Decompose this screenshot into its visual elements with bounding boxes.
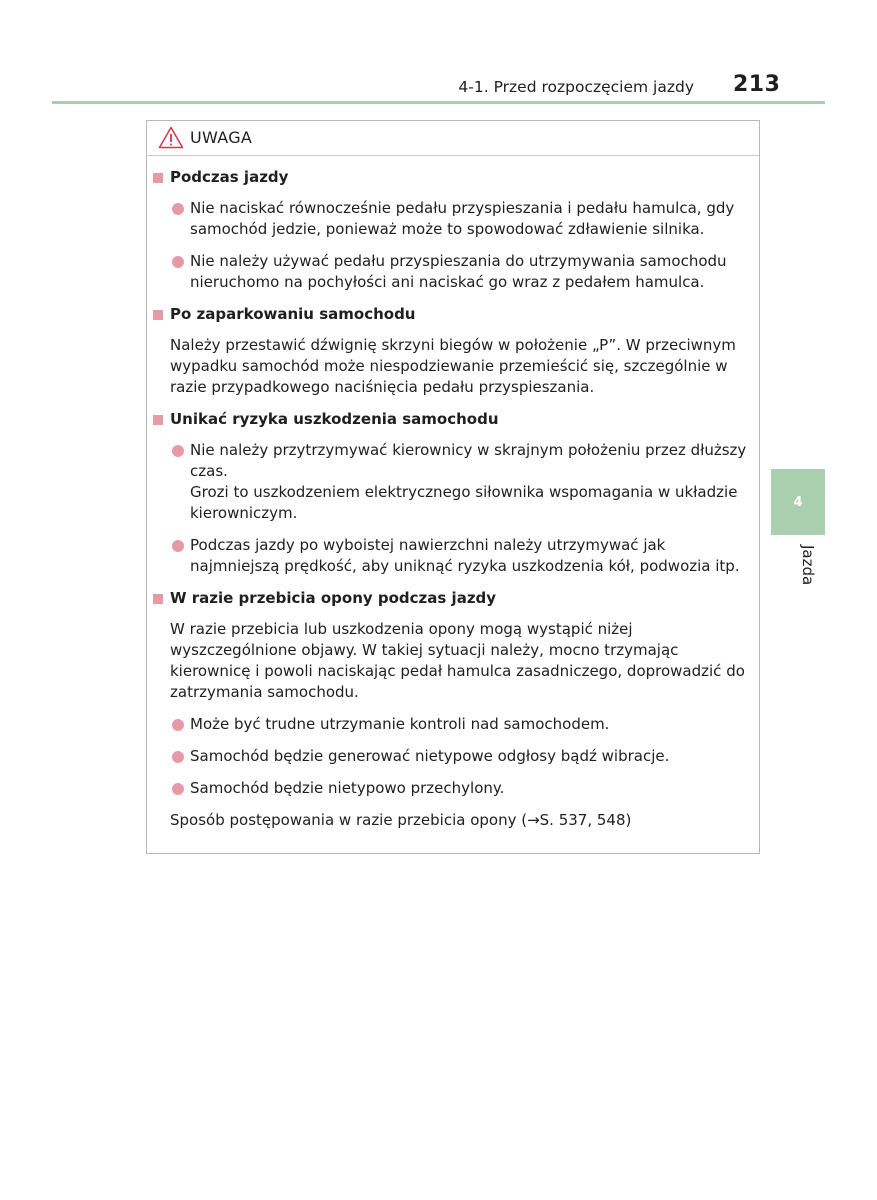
round-bullet <box>172 203 184 215</box>
section-heading-text: Podczas jazdy <box>170 168 289 186</box>
bullet-list <box>152 198 748 293</box>
warning-content <box>152 167 748 842</box>
chapter-label: Jazda <box>799 545 817 586</box>
list-item <box>152 714 748 735</box>
section-heading-text: W razie przebicia opony podczas jazdy <box>170 589 497 607</box>
section-heading <box>152 588 748 609</box>
square-bullet <box>153 594 163 604</box>
section-heading <box>152 409 748 430</box>
warning-header <box>147 121 759 156</box>
chapter-tab[interactable] <box>771 469 825 535</box>
list-item-text: Samochód będzie nietypowo przechylony. <box>190 779 505 797</box>
warning-title: UWAGA <box>190 128 253 147</box>
list-item <box>152 251 748 293</box>
round-bullet <box>172 751 184 763</box>
list-item-text: Może być trudne utrzymanie kontroli nad samochodem. <box>190 715 610 733</box>
round-bullet <box>172 256 184 268</box>
list-item <box>152 778 748 799</box>
section-heading-text: Po zaparkowaniu samochodu <box>170 305 416 323</box>
bullet-list <box>152 714 748 799</box>
list-item-text: Nie naciskać równocześnie pedału przyspieszania i pedału hamulca, gdy samochód jedzie, ponieważ może to spowodować zdławienie silnika. <box>190 199 735 238</box>
paragraph: W razie przebicia lub uszkodzenia opony mogą wystąpić niżej wyszczególnione objawy. W takiej sytuacji należy, mocno trzymając kierownicę i powoli naciskając pedał hamulca zasadniczego, doprowadzić do zatrzymania samochodu. <box>170 620 745 701</box>
list-item-text: Podczas jazdy po wyboistej nawierzchni należy utrzymywać jak najmniejszą prędkość, aby uniknąć ryzyka uszkodzenia kół, podwozia itp. <box>190 536 740 575</box>
section-heading-text: Unikać ryzyka uszkodzenia samochodu <box>170 410 499 428</box>
list-item-text: Samochód będzie generować nietypowe odgłosy bądź wibracje. <box>190 747 670 765</box>
list-item-text: Nie należy używać pedału przyspieszania do utrzymywania samochodu nieruchomo na pochyłości ani naciskać go wraz z pedałem hamulca. <box>190 252 727 291</box>
section-title: 4-1. Przed rozpoczęciem jazdy <box>458 78 694 96</box>
list-item <box>152 440 748 524</box>
round-bullet <box>172 540 184 552</box>
round-bullet <box>172 783 184 795</box>
list-item <box>152 746 748 767</box>
round-bullet <box>172 445 184 457</box>
chapter-number: 4 <box>793 494 803 510</box>
square-bullet <box>153 173 163 183</box>
warning-triangle-icon <box>158 126 184 149</box>
page-reference[interactable]: Sposób postępowania w razie przebicia opony (→S. 537, 548) <box>170 811 632 829</box>
square-bullet <box>153 310 163 320</box>
section-heading <box>152 304 748 325</box>
round-bullet <box>172 719 184 731</box>
paragraph: Należy przestawić dźwignię skrzyni biegów w położenie „P”. W przeciwnym wypadku samochód może niespodziewanie przemieścić się, szczególnie w razie przypadkowego naciśnięcia pedału przyspieszania. <box>170 336 736 396</box>
section-heading <box>152 167 748 188</box>
list-item-text: Nie należy przytrzymywać kierownicy w skrajnym położeniu przez dłuższy czas. <box>190 441 747 480</box>
list-item <box>152 535 748 577</box>
page-number: 213 <box>733 72 781 97</box>
warning-box <box>146 120 760 854</box>
bullet-list <box>152 440 748 577</box>
header-rule <box>52 101 825 104</box>
list-item-subtext: Grozi to uszkodzeniem elektrycznego siłownika wspomagania w układzie kierowniczym. <box>190 483 738 522</box>
square-bullet <box>153 415 163 425</box>
list-item <box>152 198 748 240</box>
